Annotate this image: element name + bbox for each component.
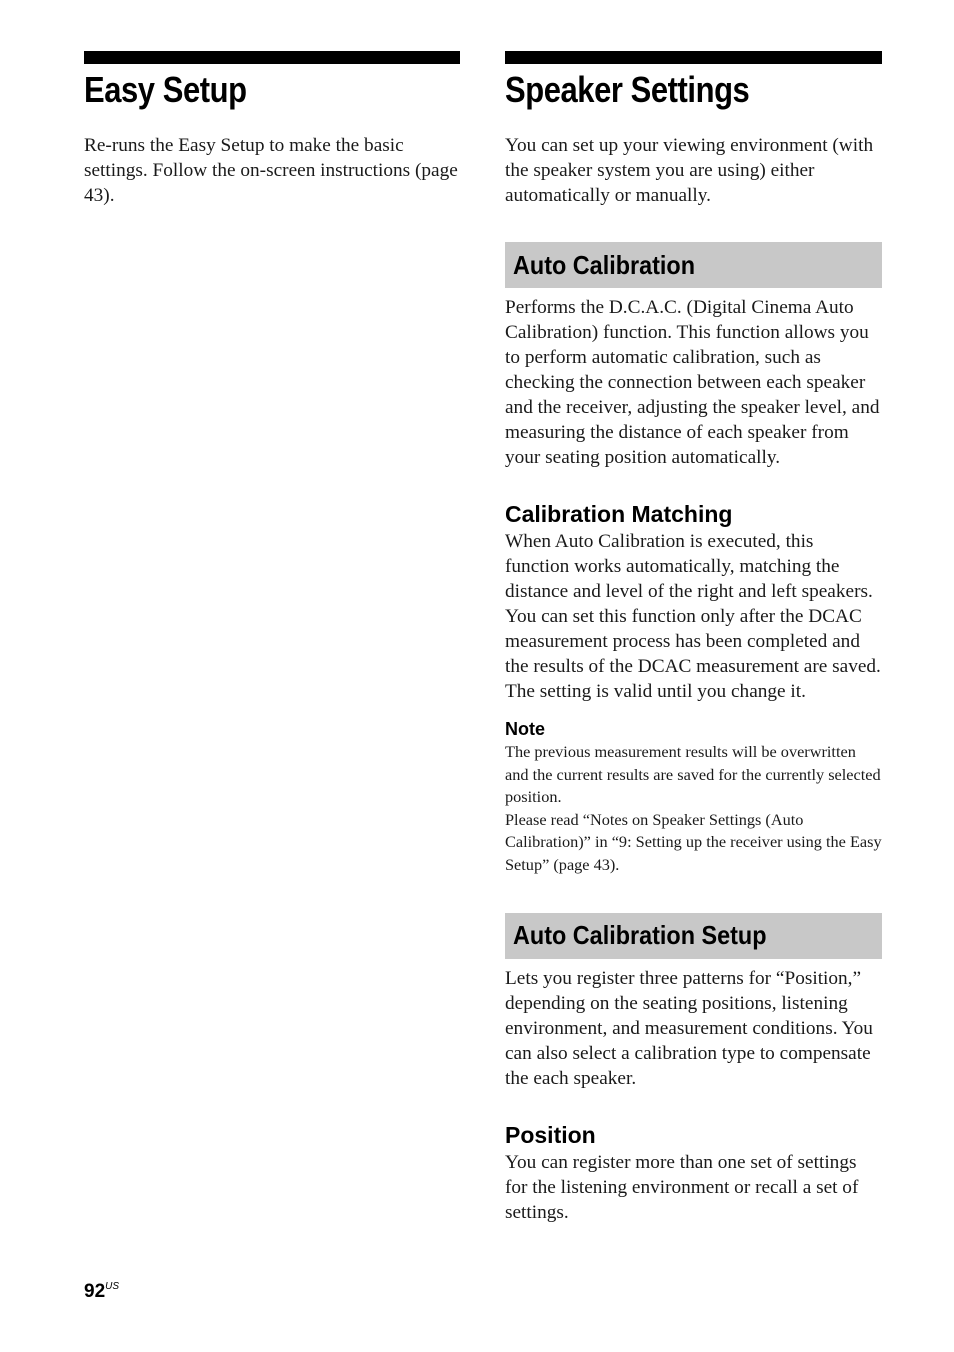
note-text-2: Please read “Notes on Speaker Settings (Auto Calibration)” in “9: Setting up the receiver using the Easy Setup” (page 43). xyxy=(505,809,882,874)
section-rule xyxy=(505,51,882,64)
auto-calibration-body: Performs the D.C.A.C. (Digital Cinema Auto Calibration) function. This function allows you to perform automatic calibration, such as checking the connection between each speaker and the receiver, adjusting the speaker level, and measuring the distance of each speaker from your seating position automatically. xyxy=(505,297,880,468)
region-code: US xyxy=(105,1281,120,1292)
page-number-value: 92 xyxy=(84,1281,106,1302)
easy-setup-title: Easy Setup xyxy=(84,69,247,110)
auto-calibration-setup-heading: Auto Calibration Setup xyxy=(513,920,767,951)
easy-setup-body: Re-runs the Easy Setup to make the basic settings. Follow the on-screen instructions (page 43). xyxy=(84,135,458,206)
note-heading: Note xyxy=(505,719,545,739)
speaker-settings-title: Speaker Settings xyxy=(505,69,750,110)
position-body: You can register more than one set of settings for the listening environment or recall a set of settings. xyxy=(505,1151,859,1223)
auto-calibration-setup-body: Lets you register three patterns for “Position,” depending on the seating positions, listening environment, and measurement conditions. You can also select a calibration type to compensate the each speaker. xyxy=(505,967,873,1089)
auto-calibration-heading: Auto Calibration xyxy=(513,249,695,280)
auto-calibration-heading-band xyxy=(505,242,882,288)
speaker-settings-section xyxy=(505,51,882,1225)
note-text-1: The previous measurement results will be overwritten and the current results are saved for the currently selected position. xyxy=(505,742,881,807)
speaker-settings-intro: You can set up your viewing environment (with the speaker system you are using) either automatically or manually. xyxy=(505,135,874,206)
position-heading: Position xyxy=(505,1121,596,1148)
section-rule xyxy=(84,51,460,64)
calibration-matching-body: When Auto Calibration is executed, this function works automatically, matching the distance and level of the right and left speakers. You can set this function only after the DCAC measurement process has been completed and the results of the DCAC measurement are saved. The setting is valid until you change it. xyxy=(505,531,881,702)
easy-setup-section xyxy=(84,51,460,208)
auto-calibration-setup-heading-band xyxy=(505,913,882,959)
calibration-matching-heading: Calibration Matching xyxy=(505,501,733,527)
page-number xyxy=(84,1281,119,1303)
